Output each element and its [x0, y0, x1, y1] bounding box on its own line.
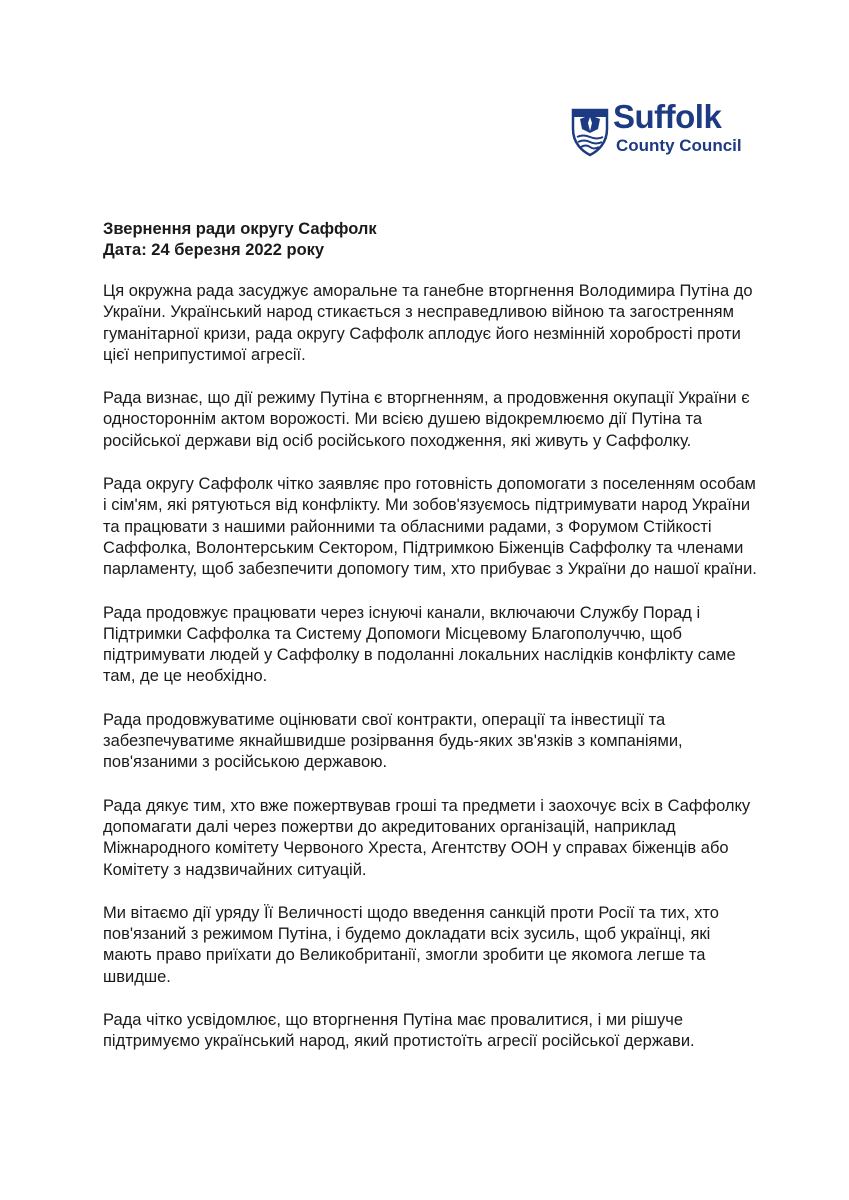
document-title: Звернення ради округу Саффолк	[103, 220, 377, 238]
paragraph: Рада дякує тим, хто вже пожертвував гроші та предмети і заохочує всіх в Саффолку допомагати далі через пожертви до акредитованих організацій, наприклад Міжнародного комітету Червоного Хреста, Агентству ООН у справах біженців або Комітету з надзвичайних ситуацій.	[103, 796, 751, 879]
paragraph: Ми вітаємо дії уряду Її Величності щодо введення санкцій проти Росії та тих, хто пов'язаний з режимом Путіна, і будемо докладати всіх зусиль, щоб українці, які мають право приїхати до Великобританії, змогли зробити це якомога легше та швидше.	[103, 903, 719, 986]
paragraph: Ця окружна рада засуджує аморальне та ганебне вторгнення Володимира Путіна до України. Український народ стикається з несправедливою війною та загостренням гуманітарної кризи, рада округу Саффолк аплодує його незмінній хоробрості проти цієї неприпустимої агресії.	[103, 282, 753, 364]
document-date: Дата: 24 березня 2022 року	[103, 241, 325, 259]
document-heading	[103, 219, 763, 261]
paragraph: Рада продовжує працювати через існуючі канали, включаючи Службу Порад і Підтримки Саффолка та Систему Допомоги Місцевому Благополуччю, щоб підтримувати людей у Саффолку в подоланні локальних наслідків конфлікту саме там, де це необхідно.	[103, 603, 736, 686]
suffolk-logo	[566, 98, 746, 163]
paragraph: Рада чітко усвідомлює, що вторгнення Путіна має провалитися, і ми рішуче підтримуємо український народ, який протистоїть агресії російської держави.	[103, 1011, 695, 1051]
paragraph: Рада визнає, що дії режиму Путіна є вторгненням, а продовження окупації України є одностороннім актом ворожості. Ми всією душею відокремлюємо дії Путіна та російської держави від осіб російського походження, які живуть у Саффолку.	[103, 389, 750, 450]
logo-name: Suffolk	[613, 98, 722, 135]
paragraph: Рада продовжуватиме оцінювати свої контракти, операції та інвестиції та забезпечуватиме якнайшвидше розірвання будь-яких зв'язків з компаніями, пов'язаними з російською державою.	[103, 710, 683, 772]
paragraph: Рада округу Саффолк чітко заявляє про готовність допомогати з поселенням особам і сім'ям, які рятуються від конфлікту. Ми зобов'язуємось підтримувати народ України та працювати з нашими районними та обласними радами, з Форумом Стійкості Саффолка, Волонтерським Сектором, Підтримкою Біженців Саффолку та членами парламенту, щоб забезпечити допомогу тим, хто прибуває з України до нашої країни.	[103, 475, 757, 579]
suffolk-crest-icon	[571, 107, 609, 157]
document-body	[103, 219, 763, 1075]
logo-subtitle: County Council	[616, 136, 742, 155]
